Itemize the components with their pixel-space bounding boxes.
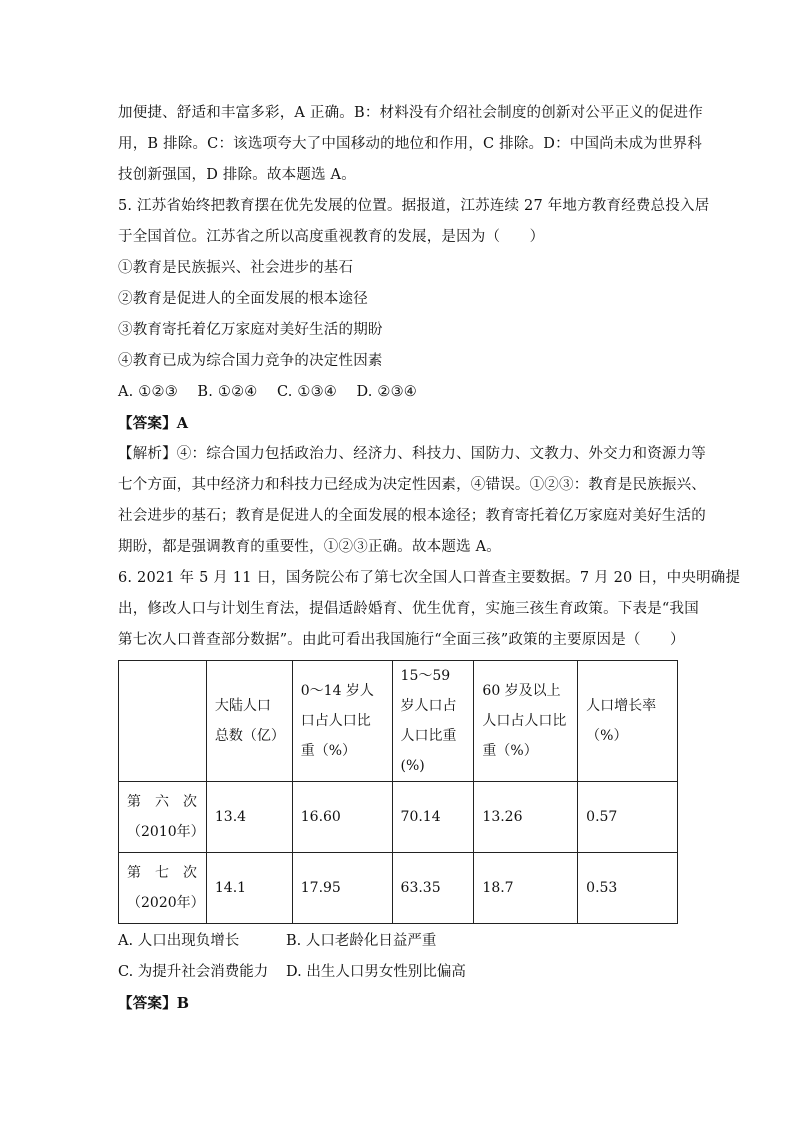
table-row [119, 853, 678, 924]
table-header-cell: 人口增长率（%） [578, 661, 678, 782]
table-row [119, 782, 678, 853]
text-line: 加便捷、舒适和丰富多彩，A 正确。B：材料没有介绍社会制度的创新对公平正义的促进作 [118, 105, 703, 121]
table-cell: 70.14 [392, 782, 474, 853]
question-6 [118, 563, 741, 1019]
question-5 [118, 191, 710, 563]
table-cell: 0.53 [578, 853, 678, 924]
q6-stem-line: 第七次人口普查部分数据”。由此可看出我国施行“全面三孩”政策的主要原因是（ ） [118, 632, 685, 648]
table-header-cell: 60 岁及以上人口占人口比重（%） [474, 661, 578, 782]
q5-statement: ③教育寄托着亿万家庭对美好生活的期盼 [118, 322, 383, 338]
table-row-label: 第 七 次（2020年） [119, 853, 207, 924]
q5-analysis-line: 【解析】④：综合国力包括政治力、经济力、科技力、国防力、文教力、外交力和资源力等 [118, 446, 706, 462]
q5-answer: 【答案】A [118, 415, 189, 432]
q6-option: D. 出生人口男女性别比偏高 [286, 964, 466, 980]
q6-option: C. 为提升社会消费能力 [118, 964, 269, 980]
table-cell: 13.4 [206, 782, 292, 853]
table-cell: 63.35 [392, 853, 474, 924]
q5-statement: ①教育是民族振兴、社会进步的基石 [118, 260, 354, 276]
q6-options-row [118, 926, 678, 957]
q5-analysis-line: 七个方面，其中经济力和科技力已经成为决定性因素，④错误。①②③：教育是民族振兴、 [118, 477, 706, 493]
q6-answer: 【答案】B [118, 995, 190, 1012]
intro-paragraph [118, 98, 703, 191]
q5-stem-line: 于全国首位。江苏省之所以高度重视教育的发展，是因为（ ） [118, 229, 545, 245]
table-cell: 0.57 [578, 782, 678, 853]
q5-analysis-line: 期盼，都是强调教育的重要性，①②③正确。故本题选 A。 [118, 539, 501, 555]
q6-options-row [118, 957, 678, 988]
q6-option: B. 人口老龄化日益严重 [286, 933, 437, 949]
table-cell: 14.1 [206, 853, 292, 924]
table-cell: 13.26 [474, 782, 578, 853]
q5-analysis-line: 社会进步的基石；教育是促进人的全面发展的根本途径；教育寄托着亿万家庭对美好生活的 [118, 508, 706, 524]
text-line: 用，B 排除。C：该选项夸大了中国移动的地位和作用，C 排除。D：中国尚未成为世界科 [118, 136, 703, 152]
q5-options: A. ①②③ B. ①②④ C. ①③④ D. ②③④ [118, 384, 418, 400]
census-table [118, 660, 678, 924]
table-cell: 16.60 [292, 782, 392, 853]
q5-stem-line: 5. 江苏省始终把教育摆在优先发展的位置。据报道，江苏连续 27 年地方教育经费总投入居 [118, 198, 710, 214]
q6-option: A. 人口出现负增长 [118, 933, 240, 949]
document-page [118, 98, 741, 1019]
table-cell: 17.95 [292, 853, 392, 924]
text-line: 技创新强国，D 排除。故本题选 A。 [118, 167, 356, 183]
q6-stem-line: 出，修改人口与计划生育法，提倡适龄婚育、优生优育，实施三孩生育政策。下表是“我国 [118, 601, 699, 617]
table-row-label: 第 六 次（2010年） [119, 782, 207, 853]
q5-statement: ④教育已成为综合国力竞争的决定性因素 [118, 353, 383, 369]
table-header-row [119, 661, 678, 782]
table-cell: 18.7 [474, 853, 578, 924]
table-header-cell: 大陆人口总数（亿） [206, 661, 292, 782]
table-header-cell: 15～59 岁人口占人口比重(%) [392, 661, 474, 782]
q5-statement: ②教育是促进人的全面发展的根本途径 [118, 291, 368, 307]
table-header-cell [119, 661, 207, 782]
q6-stem-line: 6. 2021 年 5 月 11 日，国务院公布了第七次全国人口普查主要数据。7 月 20 日，中央明确提 [118, 570, 741, 586]
table-header-cell: 0～14 岁人口占人口比重（%） [292, 661, 392, 782]
